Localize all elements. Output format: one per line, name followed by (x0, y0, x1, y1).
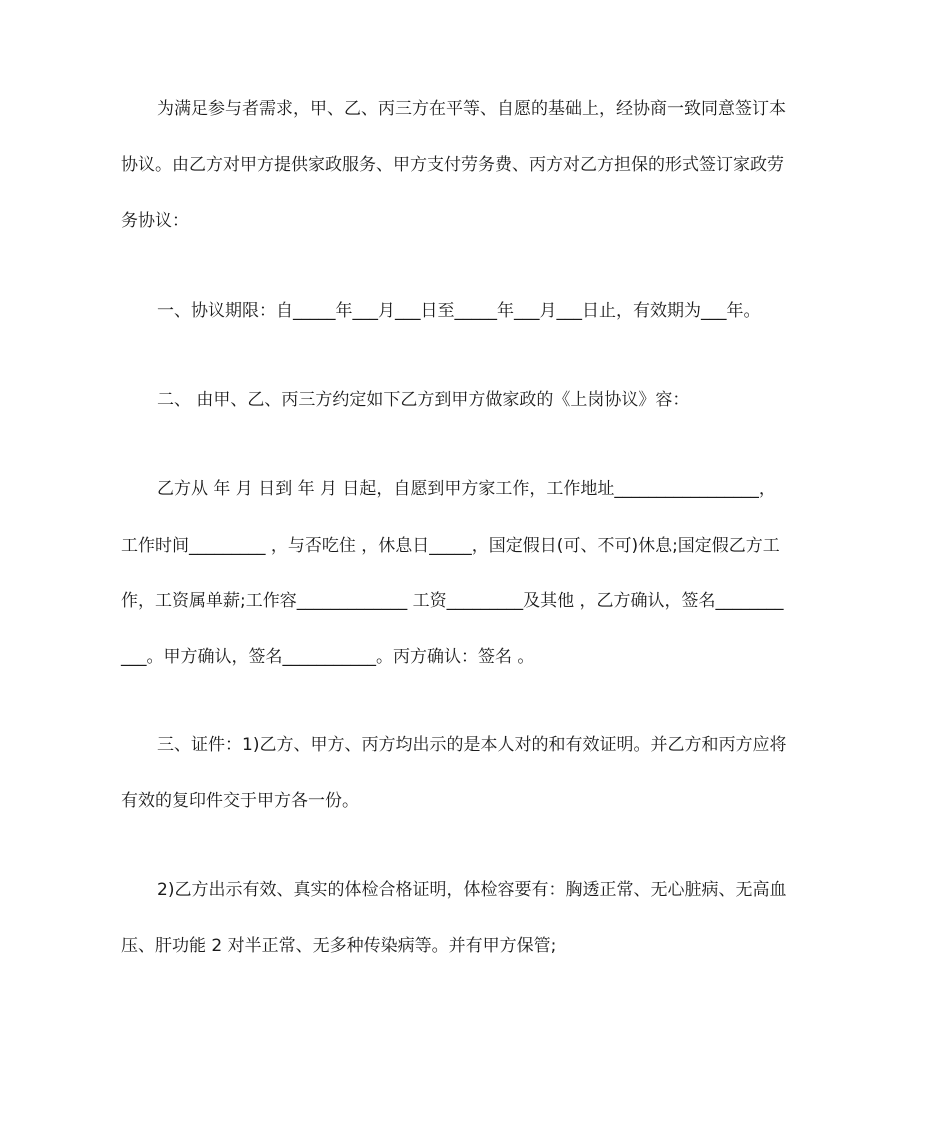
preamble-line-3: 务协议： (121, 211, 189, 231)
clause-3-line-1: 三、证件：1)乙方、甲方、丙方均出示的是本人对的和有效证明。并乙方和丙方应将 (157, 735, 787, 755)
clause-2-body-line-3: 作，工资属单薪;工作容_____________ 工资_________及其他 ，乙方确认，签名________ (121, 591, 784, 611)
clause-2-body-line-2: 工作时间_________ ，与否吃住 ，休息日_____，国定假日(可、不可)休息;国定假乙方工 (121, 536, 780, 556)
clause-3-line-2: 有效的复印件交于甲方各一份。 (121, 791, 359, 811)
preamble-line-1: 为满足参与者需求，甲、乙、丙三方在平等、自愿的基础上，经协商一致同意签订本 (157, 99, 786, 119)
clause-3-item-2-line-2: 压、肝功能 2 对半正常、无多种传染病等。并有甲方保管; (121, 936, 557, 956)
clause-2-heading: 二、 由甲、乙、丙三方约定如下乙方到甲方做家政的《上岗协议》容： (157, 390, 690, 410)
clause-3-item-2-line-1: 2)乙方出示有效、真实的体检合格证明，体检容要有：胸透正常、无心脏病、无高血 (157, 880, 787, 900)
clause-2-body-line-4: ___。甲方确认，签名___________。丙方确认：签名 。 (121, 647, 535, 667)
preamble-line-2: 协议。由乙方对甲方提供家政服务、甲方支付劳务费、丙方对乙方担保的形式签订家政劳 (121, 155, 784, 175)
clause-2-body-line-1: 乙方从 年 月 日到 年 月 日起，自愿到甲方家工作，工作地址_________________， (157, 479, 776, 499)
clause-1-term: 一、协议期限：自_____年___月___日至_____年___月___日止，有效期为___年。 (157, 301, 761, 321)
